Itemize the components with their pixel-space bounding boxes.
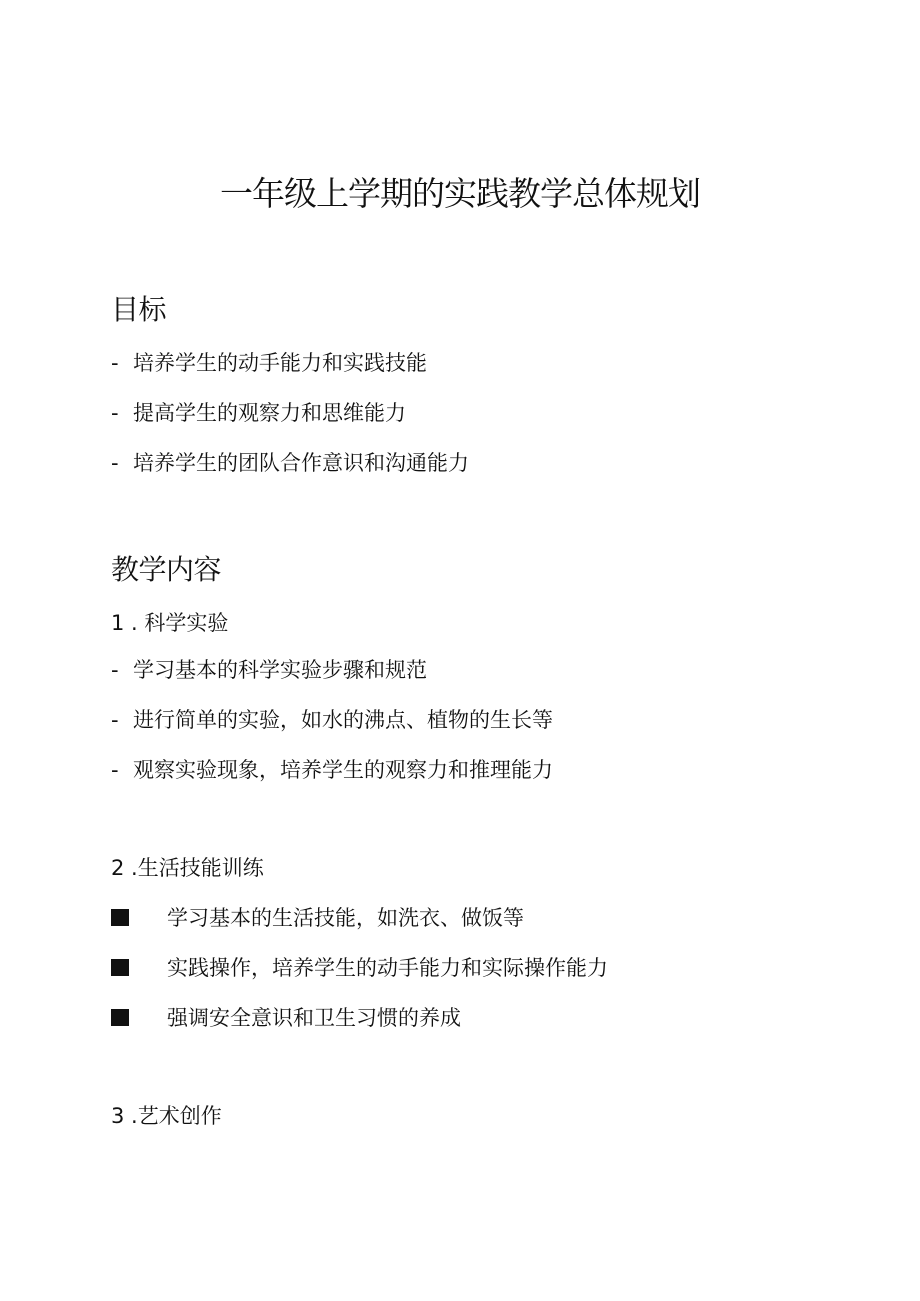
- goal-item: [111, 448, 469, 478]
- section-label-art: 3 .艺术创作: [111, 1104, 222, 1128]
- goal-text: 培养学生的团队合作意识和沟通能力: [133, 451, 469, 475]
- dash-marker: -: [111, 451, 119, 475]
- content-heading: 教学内容: [111, 553, 222, 586]
- dash-marker: -: [111, 351, 119, 375]
- life-skills-text: 学习基本的生活技能，如洗衣、做饭等: [167, 906, 524, 930]
- square-bullet-icon: [111, 1009, 129, 1026]
- goals-heading: 目标: [111, 293, 167, 326]
- life-skills-item: [111, 953, 608, 983]
- science-item: [111, 655, 427, 685]
- science-item: [111, 705, 553, 735]
- science-text: 进行简单的实验，如水的沸点、植物的生长等: [133, 708, 553, 732]
- dash-marker: -: [111, 758, 119, 782]
- science-text: 观察实验现象，培养学生的观察力和推理能力: [133, 758, 553, 782]
- square-bullet-icon: [111, 959, 129, 976]
- goal-text: 培养学生的动手能力和实践技能: [133, 351, 427, 375]
- life-skills-text: 实践操作，培养学生的动手能力和实际操作能力: [167, 956, 608, 980]
- goal-item: [111, 398, 406, 428]
- square-bullet-icon: [111, 909, 129, 926]
- section-label-life-skills: 2 .生活技能训练: [111, 856, 264, 880]
- dash-marker: -: [111, 401, 119, 425]
- dash-marker: -: [111, 658, 119, 682]
- document-title: 一年级上学期的实践教学总体规划: [220, 174, 700, 213]
- goal-item: [111, 348, 427, 378]
- life-skills-text: 强调安全意识和卫生习惯的养成: [167, 1006, 461, 1030]
- life-skills-item: [111, 1003, 461, 1033]
- science-item: [111, 755, 553, 785]
- science-text: 学习基本的科学实验步骤和规范: [133, 658, 427, 682]
- dash-marker: -: [111, 708, 119, 732]
- life-skills-item: [111, 903, 524, 933]
- goal-text: 提高学生的观察力和思维能力: [133, 401, 406, 425]
- section-label-science: 1 . 科学实验: [111, 611, 229, 635]
